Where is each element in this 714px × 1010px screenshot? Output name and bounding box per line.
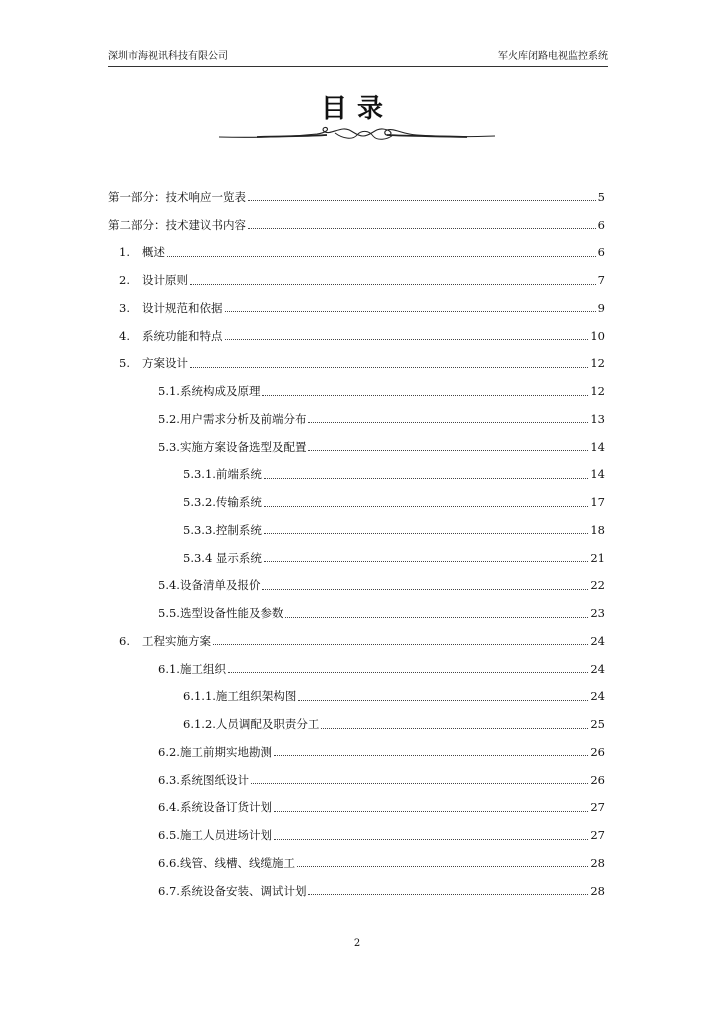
toc-dot-leader bbox=[297, 866, 588, 867]
toc-entry-label: 6.1.1.施工组织架构图 bbox=[183, 689, 297, 704]
toc-entry-label: 5.3.4 显示系统 bbox=[183, 550, 262, 565]
toc-entry-page: 10 bbox=[590, 328, 605, 343]
toc-dot-leader bbox=[298, 700, 588, 701]
toc-entry-number: 4. bbox=[119, 328, 130, 343]
toc-entry-label: 6.2.施工前期实地勘测 bbox=[158, 744, 272, 759]
project-name: 军火库闭路电视监控系统 bbox=[498, 51, 608, 62]
toc-entry[interactable] bbox=[108, 294, 605, 322]
company-name: 深圳市海视讯科技有限公司 bbox=[108, 51, 228, 62]
toc-entry-label: 设计原则 bbox=[142, 273, 188, 288]
toc-entry[interactable] bbox=[108, 655, 605, 683]
toc-entry-page: 12 bbox=[590, 384, 605, 399]
toc-entry[interactable] bbox=[108, 544, 605, 572]
toc-entry-page: 13 bbox=[590, 411, 605, 426]
toc-entry-page: 24 bbox=[590, 633, 605, 648]
toc-entry-page: 27 bbox=[590, 828, 605, 843]
toc-entry-page: 23 bbox=[590, 606, 605, 621]
toc-dot-leader bbox=[225, 311, 596, 312]
toc-dot-leader bbox=[285, 617, 588, 618]
toc-entry-page: 18 bbox=[590, 522, 605, 537]
toc-entry-label: 5.3.2.传输系统 bbox=[183, 495, 262, 510]
toc-entry-number: 3. bbox=[119, 300, 130, 315]
toc-entry-page: 25 bbox=[590, 717, 605, 732]
page-header bbox=[108, 50, 608, 67]
toc-entry-number: 5. bbox=[119, 356, 130, 371]
toc-entry[interactable] bbox=[108, 183, 605, 211]
toc-dot-leader bbox=[308, 450, 588, 451]
toc-entry-label: 5.4.设备清单及报价 bbox=[158, 578, 261, 593]
toc-entry[interactable] bbox=[108, 239, 605, 267]
toc-dot-leader bbox=[228, 672, 588, 673]
toc-entry[interactable] bbox=[108, 433, 605, 461]
toc-dot-leader bbox=[248, 228, 596, 229]
toc-entry[interactable] bbox=[108, 266, 605, 294]
toc-entry-label: 5.5.选型设备性能及参数 bbox=[158, 606, 284, 621]
toc-entry-page: 9 bbox=[597, 300, 605, 315]
toc-dot-leader bbox=[264, 478, 588, 479]
toc-dot-leader bbox=[167, 256, 596, 257]
toc-entry-page: 21 bbox=[590, 550, 605, 565]
toc-entry-number: 6. bbox=[119, 633, 130, 648]
toc-entry-label: 设计规范和依据 bbox=[142, 300, 223, 315]
toc-dot-leader bbox=[248, 200, 596, 201]
toc-entry-label: 6.1.2.人员调配及职责分工 bbox=[183, 717, 320, 732]
toc-entry-label: 5.1.系统构成及原理 bbox=[158, 384, 261, 399]
toc-entry-page: 17 bbox=[590, 495, 605, 510]
toc-entry-page: 24 bbox=[590, 661, 605, 676]
toc-dot-leader bbox=[225, 339, 589, 340]
table-of-contents bbox=[108, 183, 605, 905]
toc-entry[interactable] bbox=[108, 488, 605, 516]
toc-entry-page: 24 bbox=[590, 689, 605, 704]
toc-dot-leader bbox=[213, 644, 588, 645]
toc-entry-page: 27 bbox=[590, 800, 605, 815]
toc-entry[interactable] bbox=[108, 877, 605, 905]
toc-entry[interactable] bbox=[108, 377, 605, 405]
toc-entry-label: 6.6.线管、线槽、线缆施工 bbox=[158, 855, 295, 870]
toc-entry[interactable] bbox=[108, 683, 605, 711]
toc-entry-label: 6.7.系统设备安装、调试计划 bbox=[158, 883, 307, 898]
toc-entry-label: 方案设计 bbox=[142, 356, 188, 371]
toc-dot-leader bbox=[262, 395, 588, 396]
toc-entry[interactable] bbox=[108, 766, 605, 794]
toc-entry-label: 第二部分：技术建议书内容 bbox=[108, 217, 246, 232]
toc-entry-label: 5.3.实施方案设备选型及配置 bbox=[158, 439, 307, 454]
toc-entry-page: 6 bbox=[597, 217, 605, 232]
toc-dot-leader bbox=[274, 811, 588, 812]
toc-entry-label: 5.3.1.前端系统 bbox=[183, 467, 262, 482]
toc-entry-page: 22 bbox=[590, 578, 605, 593]
toc-entry-label: 6.1.施工组织 bbox=[158, 661, 226, 676]
toc-entry-label: 第一部分：技术响应一览表 bbox=[108, 189, 246, 204]
toc-entry-page: 12 bbox=[590, 356, 605, 371]
toc-entry-number: 1. bbox=[119, 245, 130, 260]
toc-entry[interactable] bbox=[108, 516, 605, 544]
toc-entry-page: 6 bbox=[597, 245, 605, 260]
toc-entry-page: 26 bbox=[590, 744, 605, 759]
toc-entry-page: 5 bbox=[597, 189, 605, 204]
toc-dot-leader bbox=[274, 755, 588, 756]
toc-entry-page: 14 bbox=[590, 467, 605, 482]
toc-entry[interactable] bbox=[108, 405, 605, 433]
toc-entry[interactable] bbox=[108, 794, 605, 822]
scroll-flourish-icon bbox=[217, 124, 497, 146]
toc-entry-page: 14 bbox=[590, 439, 605, 454]
toc-dot-leader bbox=[190, 284, 596, 285]
toc-entry-page: 26 bbox=[590, 772, 605, 787]
toc-dot-leader bbox=[264, 506, 588, 507]
toc-entry[interactable] bbox=[108, 599, 605, 627]
toc-entry[interactable] bbox=[108, 627, 605, 655]
page-number: 2 bbox=[353, 938, 361, 949]
toc-dot-leader bbox=[190, 367, 588, 368]
toc-dot-leader bbox=[308, 422, 588, 423]
toc-entry-label: 6.3.系统图纸设计 bbox=[158, 772, 249, 787]
toc-dot-leader bbox=[264, 561, 588, 562]
toc-dot-leader bbox=[321, 728, 588, 729]
toc-entry[interactable] bbox=[108, 211, 605, 239]
toc-entry-label: 工程实施方案 bbox=[142, 633, 211, 648]
toc-dot-leader bbox=[308, 894, 588, 895]
toc-entry[interactable] bbox=[108, 849, 605, 877]
toc-dot-leader bbox=[274, 839, 588, 840]
toc-entry-number: 2. bbox=[119, 273, 130, 288]
toc-entry[interactable] bbox=[108, 572, 605, 600]
page-title: 目录 bbox=[320, 94, 393, 124]
toc-dot-leader bbox=[264, 533, 588, 534]
toc-entry-page: 7 bbox=[597, 273, 605, 288]
toc-entry-page: 28 bbox=[590, 883, 605, 898]
toc-entry[interactable] bbox=[108, 821, 605, 849]
toc-dot-leader bbox=[251, 783, 588, 784]
toc-entry-label: 概述 bbox=[142, 245, 165, 260]
toc-entry[interactable] bbox=[108, 322, 605, 350]
toc-dot-leader bbox=[262, 589, 588, 590]
toc-entry-label: 6.4.系统设备订货计划 bbox=[158, 800, 272, 815]
toc-entry-page: 28 bbox=[590, 855, 605, 870]
toc-entry-label: 5.2.用户需求分析及前端分布 bbox=[158, 411, 307, 426]
toc-entry-label: 5.3.3.控制系统 bbox=[183, 522, 262, 537]
toc-entry[interactable] bbox=[108, 350, 605, 378]
toc-entry-label: 6.5.施工人员进场计划 bbox=[158, 828, 272, 843]
toc-entry[interactable] bbox=[108, 710, 605, 738]
toc-entry[interactable] bbox=[108, 738, 605, 766]
toc-entry-label: 系统功能和特点 bbox=[142, 328, 223, 343]
toc-entry[interactable] bbox=[108, 461, 605, 489]
